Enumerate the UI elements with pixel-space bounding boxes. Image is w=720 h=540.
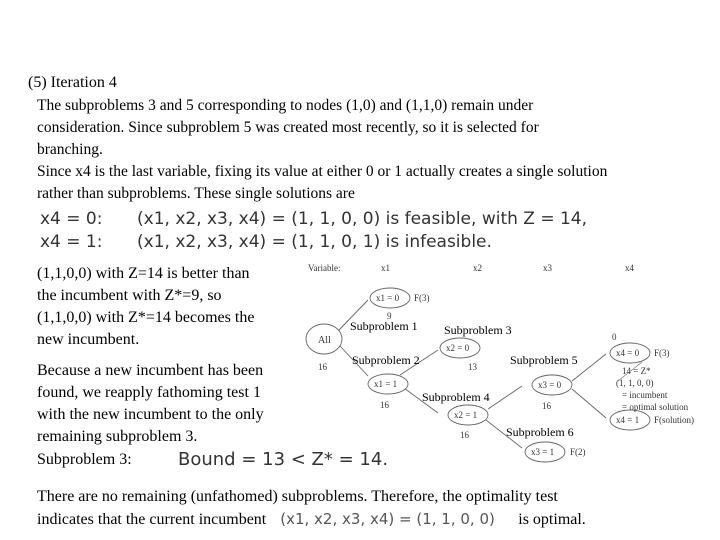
node-label: x3 = 1 <box>531 447 555 457</box>
node-value: F(2) <box>570 447 586 457</box>
incumbent-paragraph <box>37 263 297 351</box>
var-header-x4: x4 <box>625 263 634 273</box>
conclusion-line-2 <box>37 508 586 531</box>
root-bound: 16 <box>318 362 327 372</box>
variable-label: Variable: <box>308 263 341 273</box>
node-bound: 9 <box>387 311 392 321</box>
solution-status: is infeasible. <box>385 232 492 252</box>
branch-bound-tree <box>300 258 710 473</box>
node-label: x4 = 1 <box>616 415 640 425</box>
intro-line-4: Since x4 is the last variable, fixing its value at either 0 or 1 actually creates a single solution <box>37 163 608 180</box>
root-label: All <box>318 335 331 346</box>
node-value: F(solution) <box>654 415 695 425</box>
subproblem-4-label: Subproblem 4 <box>422 390 490 404</box>
node-bound: 16 <box>460 430 469 440</box>
intro-line-5: rather than subproblems. These single solutions are <box>37 185 355 202</box>
text-line: new incumbent. <box>37 331 140 348</box>
text-line: the incumbent with Z*=9, so <box>37 287 222 304</box>
intro-line-1: The subproblems 3 and 5 corresponding to nodes (1,0) and (1,1,0) remain under <box>37 97 534 114</box>
text-line: found, we reapply fathoming test 1 <box>37 384 261 401</box>
subproblem-5-label: Subproblem 5 <box>510 353 578 367</box>
var-header-x1: x1 <box>381 263 390 273</box>
subproblem-6-label: Subproblem 6 <box>506 425 574 439</box>
var-header-x3: x3 <box>543 263 552 273</box>
zero-annotation: 0 <box>612 332 617 342</box>
subproblem-1-label: Subproblem 1 <box>350 319 418 333</box>
text-line: (1,1,0,0) with Z*=14 becomes the <box>37 309 255 326</box>
incumbent-annotation: = incumbent <box>622 390 668 400</box>
tuple-annotation: (1, 1, 0, 0) <box>616 378 654 388</box>
solution-tuple: (x1, x2, x3, x4) = (1, 1, 0, 1) <box>137 232 381 252</box>
var-header-x2: x2 <box>473 263 482 273</box>
solution-status: is feasible, with Z = 14, <box>385 209 588 229</box>
solution-lhs: x4 = 1: <box>40 232 103 252</box>
optimal-tuple: (x1, x2, x3, x4) = (1, 1, 0, 0) <box>280 510 495 528</box>
conclusion-line-1: There are no remaining (unfathomed) subproblems. Therefore, the optimality test <box>37 488 558 505</box>
text-line: remaining subproblem 3. <box>37 428 198 445</box>
bound-expression: Bound = 13 < Z* = 14. <box>178 449 389 470</box>
node-bound: 16 <box>542 401 551 411</box>
node-label: x2 = 1 <box>454 410 478 420</box>
node-value: F(3) <box>654 348 670 358</box>
subproblem3-label: Subproblem 3: <box>37 451 132 468</box>
subproblem-2-label: Subproblem 2 <box>352 353 420 367</box>
conclusion-before: indicates that the current incumbent <box>37 511 267 528</box>
intro-line-3: branching. <box>37 141 103 158</box>
node-bound: 13 <box>468 362 477 372</box>
subproblem-3-label: Subproblem 3 <box>444 323 512 337</box>
optimal-annotation: = optimal solution <box>622 402 689 412</box>
section-heading: (5) Iteration 4 <box>28 74 117 91</box>
text-line: with the new incumbent to the only <box>37 406 264 423</box>
conclusion-after: is optimal. <box>518 511 586 528</box>
node-bound: 16 <box>380 400 389 410</box>
fathoming-paragraph <box>37 360 302 448</box>
node-value: F(3) <box>414 293 430 303</box>
solution-row-1 <box>40 208 587 230</box>
text-line: Because a new incumbent has been <box>37 362 264 379</box>
intro-line-2: consideration. Since subproblem 5 was created most recently, so it is selected for <box>37 119 539 136</box>
text-line: (1,1,0,0) with Z=14 is better than <box>37 265 250 282</box>
solution-tuple: (x1, x2, x3, x4) = (1, 1, 0, 0) <box>137 209 381 229</box>
node-label: x3 = 0 <box>538 380 562 390</box>
node-label: x1 = 1 <box>374 379 398 389</box>
node-label: x2 = 0 <box>446 343 470 353</box>
z-value-annotation: 14 = Z* <box>622 366 651 376</box>
solution-lhs: x4 = 0: <box>40 209 103 229</box>
intro-paragraph <box>37 95 607 205</box>
solution-row-2 <box>40 231 492 253</box>
node-label: x1 = 0 <box>376 293 400 303</box>
node-label: x4 = 0 <box>616 348 640 358</box>
